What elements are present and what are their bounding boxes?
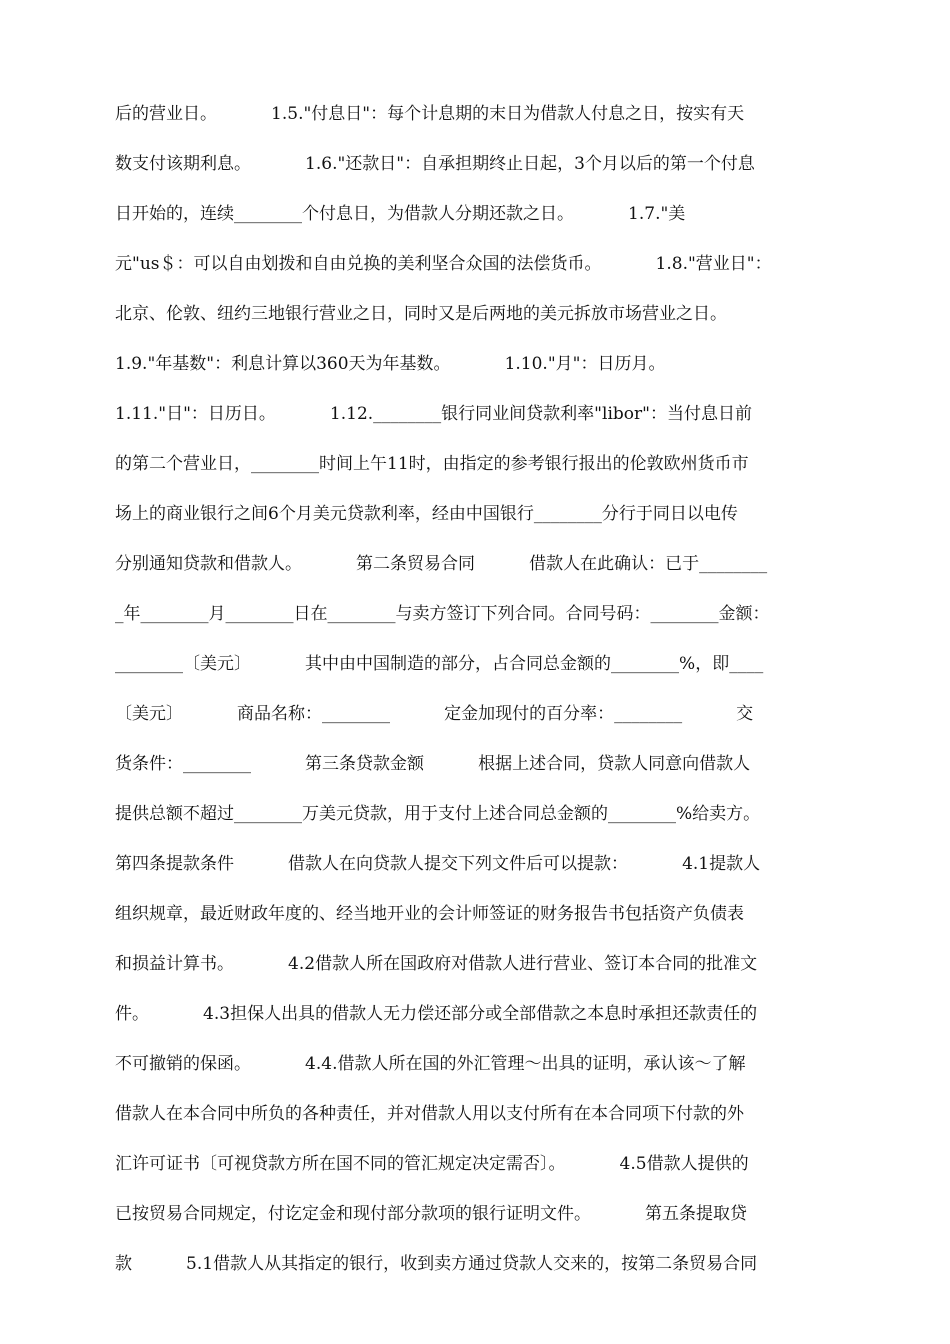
text-line: 借款人在本合同中所负的各种责任，并对借款人用以支付所有在本合同项下付款的外 (115, 1104, 744, 1124)
text-line: 已按贸易合同规定，付讫定金和现付部分款项的银行证明文件。 第五条提取贷 (115, 1204, 748, 1224)
text-line: 场上的商业银行之间6个月美元贷款利率，经由中国银行________分行于同日以电传 (115, 504, 738, 524)
text-line: 1.9."年基数"：利息计算以360天为年基数。 1.10."月"：日历月。 (115, 354, 666, 374)
text-line: 货条件：________ 第三条贷款金额 根据上述合同，贷款人同意向借款人 (115, 754, 751, 774)
text-line: 元"us＄：可以自由划拨和自由兑换的美利坚合众国的法偿货币。 1.8."营业日"： (115, 254, 772, 274)
text-line: 第四条提款条件 借款人在向贷款人提交下列文件后可以提款： 4.1提款人 (115, 854, 761, 874)
text-line: 件。 4.3担保人出具的借款人无力偿还部分或全部借款之本息时承担还款责任的 (115, 1004, 758, 1024)
text-line: 的第二个营业日，________时间上午11时，由指定的参考银行报出的伦敦欧州货币市 (115, 454, 749, 474)
text-line: 组织规章，最近财政年度的、经当地开业的会计师签证的财务报告书包括资产负债表 (115, 904, 744, 924)
text-line: 提供总额不超过________万美元贷款，用于支付上述合同总金额的________%给卖方。 (115, 804, 761, 824)
text-line: 北京、伦敦、纽约三地银行营业之日，同时又是后两地的美元拆放市场营业之日。 (115, 304, 727, 324)
text-line: 汇许可证书〔可视贷款方所在国不同的管汇规定决定需否〕。 4.5借款人提供的 (115, 1154, 749, 1174)
text-line: 款 5.1借款人从其指定的银行，收到卖方通过贷款人交来的，按第二条贸易合同 (115, 1254, 758, 1274)
text-line: 〔美元〕 商品名称：________ 定金加现付的百分率：________ 交 (115, 704, 754, 724)
text-line: 不可撤销的保函。 4.4.借款人所在国的外汇管理～出具的证明，承认该～了解 (115, 1054, 746, 1074)
text-line: ________〔美元〕 其中由中国制造的部分，占合同总金额的________%，即____ (115, 654, 764, 674)
text-line: _年________月________日在________与卖方签订下列合同。合同号码：________金额： (115, 604, 770, 624)
text-line: 分别通知贷款和借款人。 第二条贸易合同 借款人在此确认：已于________ (115, 554, 768, 574)
text-line: 日开始的，连续________个付息日，为借款人分期还款之日。 1.7."美 (115, 204, 686, 224)
text-line: 1.11."日"：日历日。 1.12.________银行同业间贷款利率"libor"：当付息日前 (115, 404, 752, 424)
text-line: 数支付该期利息。 1.6."还款日"：自承担期终止日起，3个月以后的第一个付息 (115, 154, 755, 174)
text-line: 后的营业日。 1.5."付息日"：每个计息期的末日为借款人付息之日，按实有天 (115, 104, 745, 124)
text-line: 和损益计算书。 4.2借款人所在国政府对借款人进行营业、签订本合同的批准文 (115, 954, 758, 974)
